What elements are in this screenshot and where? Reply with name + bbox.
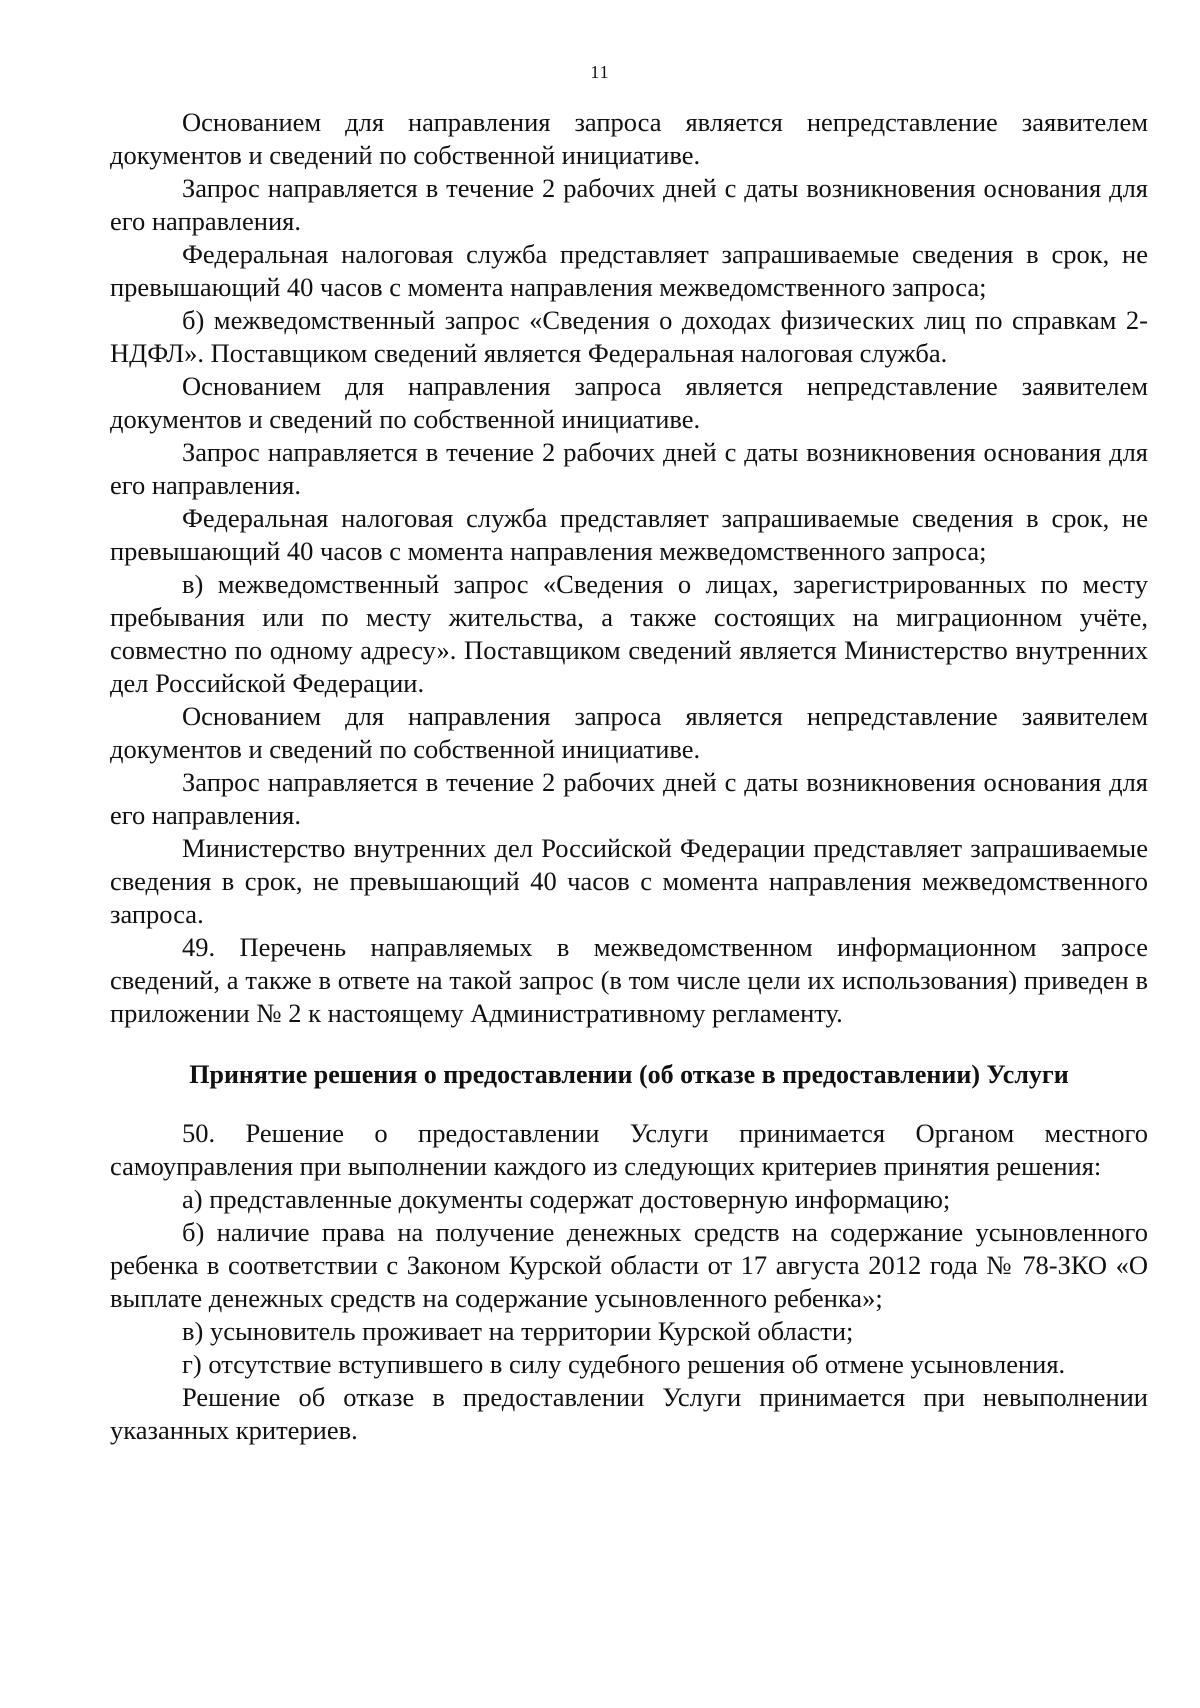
paragraph: Министерство внутренних дел Российской Федерации представляет запрашиваемые сведения в срок, не превышающий 40 часов с момента направления межведомственного запроса. (110, 833, 1148, 929)
paragraph: Запрос направляется в течение 2 рабочих дней с даты возникновения основания для его направления. (110, 173, 1148, 236)
paragraph: в) межведомственный запрос «Сведения о лицах, зарегистрированных по месту пребывания или по месту жительства, а также состоящих на миграционном учёте, совместно по одному адресу». Поставщиком сведений является Министерство внутренних дел Российской Федерации. (110, 569, 1148, 698)
paragraph: Основанием для направления запроса является непредставление заявителем документов и сведений по собственной инициативе. (110, 371, 1148, 434)
paragraph: Запрос направляется в течение 2 рабочих дней с даты возникновения основания для его направления. (110, 767, 1148, 830)
paragraph: Федеральная налоговая служба представляет запрашиваемые сведения в срок, не превышающий 40 часов с момента направления межведомственного запроса; (110, 503, 1148, 566)
paragraph: 50. Решение о предоставлении Услуги принимается Органом местного самоуправления при выполнении каждого из следующих критериев принятия решения: (110, 1118, 1148, 1181)
page-number: 11 (590, 62, 610, 82)
paragraph: Основанием для направления запроса является непредставление заявителем документов и сведений по собственной инициативе. (110, 701, 1148, 764)
document-body (110, 106, 1148, 1447)
paragraph: б) наличие права на получение денежных средств на содержание усыновленного ребенка в соответствии с Законом Курской области от 17 августа 2012 года № 78-ЗКО «О выплате денежных средств на содержание усыновленного ребенка»; (110, 1217, 1148, 1313)
paragraph: а) представленные документы содержат достоверную информацию; (182, 1184, 951, 1214)
paragraph: г) отсутствие вступившего в силу судебного решения об отмене усыновления. (182, 1349, 1066, 1379)
paragraph: Запрос направляется в течение 2 рабочих дней с даты возникновения основания для его направления. (110, 437, 1148, 500)
paragraph: Решение об отказе в предоставлении Услуги принимается при невыполнении указанных критериев. (110, 1382, 1148, 1445)
paragraph: Основанием для направления запроса является непредставление заявителем документов и сведений по собственной инициативе. (110, 107, 1148, 170)
section-heading: Принятие решения о предоставлении (об отказе в предоставлении) Услуги (189, 1060, 1069, 1089)
paragraph: в) усыновитель проживает на территории Курской области; (182, 1316, 854, 1346)
paragraph: Федеральная налоговая служба представляет запрашиваемые сведения в срок, не превышающий 40 часов с момента направления межведомственного запроса; (110, 239, 1148, 302)
paragraph: 49. Перечень направляемых в межведомственном информационном запросе сведений, а также в ответе на такой запрос (в том числе цели их использования) приведен в приложении № 2 к настоящему Административному регламенту. (110, 932, 1148, 1028)
paragraph: б) межведомственный запрос «Сведения о доходах физических лиц по справкам 2-НДФЛ». Поставщиком сведений является Федеральная налоговая служба. (110, 305, 1148, 368)
